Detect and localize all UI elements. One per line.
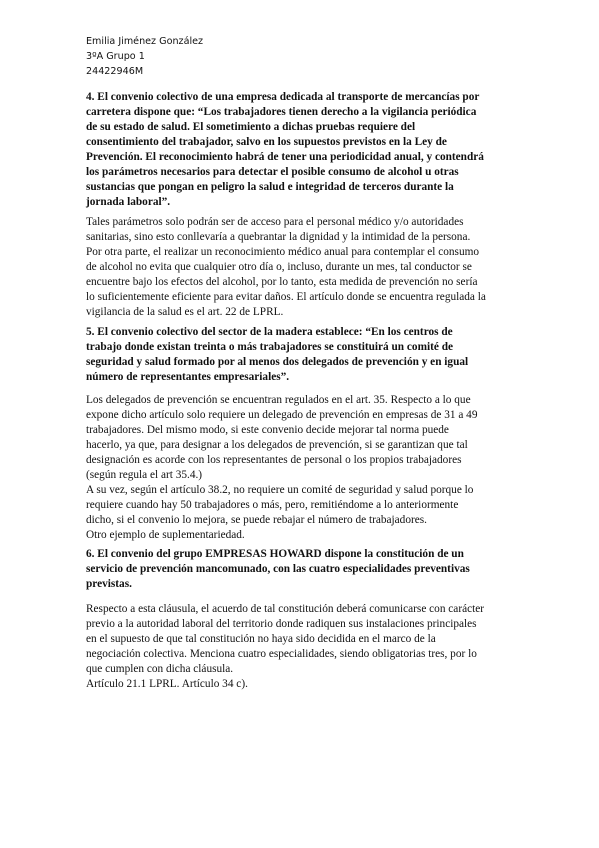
answer-line: que cumplen con dicha cláusula. bbox=[86, 663, 234, 675]
question-line: trabajo donde existan treinta o más trabajadores se constituirá un comité de bbox=[86, 341, 454, 353]
answer-line: negociación colectiva. Menciona cuatro especialidades, siendo obligatorias tres, por lo bbox=[86, 648, 477, 660]
question-line: de su estado de salud. El sometimiento a dichas pruebas requiere del bbox=[86, 121, 416, 133]
answer-line: lo suficientemente eficiente para evitar daños. El artículo donde se encuentra regulada la bbox=[86, 291, 486, 303]
answer-5 bbox=[86, 393, 526, 543]
question-line: 6. El convenio del grupo EMPRESAS HOWARD dispone la constitución de un bbox=[86, 548, 464, 560]
question-line: sustancias que pongan en peligro la salud e integridad de terceros durante la bbox=[86, 181, 454, 193]
question-4 bbox=[86, 90, 526, 210]
answer-line: Por otra parte, el realizar un reconocimiento médico anual para contemplar el consumo bbox=[86, 246, 480, 258]
answer-line: Respecto a esta cláusula, el acuerdo de tal constitución deberá comunicarse con carácter bbox=[86, 603, 485, 615]
answer-line: en el supuesto de que tal constitución no haya sido decidida en el marco de la bbox=[86, 633, 436, 645]
answer-line: hacerlo, ya que, para designar a los delegados de prevención, si se garantizan que tal bbox=[86, 439, 468, 451]
answer-line: requiere cuando hay 50 trabajadores o más, pero, remitiéndome a lo anteriormente bbox=[86, 499, 459, 511]
answer-line: trabajadores. Del mismo modo, si este convenio decide mejorar tal norma puede bbox=[86, 424, 449, 436]
answer-line: expone dicho artículo solo requiere un delegado de prevención en empresas de 31 a 49 bbox=[86, 409, 478, 421]
answer-line: Otro ejemplo de suplementariedad. bbox=[86, 529, 245, 541]
answer-line: designación es acorde con los representantes de personal o los propios trabajadores bbox=[86, 454, 462, 466]
question-line: Prevención. El reconocimiento habrá de tener una periodicidad anual, y contendrá bbox=[86, 151, 484, 163]
author-id: 24422946M bbox=[86, 66, 144, 77]
answer-line: (según regula el art 35.4.) bbox=[86, 469, 203, 481]
answer-line: Los delegados de prevención se encuentran regulados en el art. 35. Respecto a lo que bbox=[86, 394, 471, 406]
question-line: seguridad y salud formado por al menos dos delegados de prevención y en igual bbox=[86, 356, 469, 368]
author-group: 3ºA Grupo 1 bbox=[86, 51, 145, 62]
answer-6 bbox=[86, 602, 526, 692]
answer-line: vigilancia de la salud es el art. 22 de LPRL. bbox=[86, 306, 284, 318]
question-line: número de representantes empresariales”. bbox=[86, 371, 290, 383]
answer-line: Tales parámetros solo podrán ser de acceso para el personal médico y/o autoridades bbox=[86, 216, 464, 228]
answer-line: A su vez, según el artículo 38.2, no requiere un comité de seguridad y salud porque lo bbox=[86, 484, 474, 496]
author-name: Emilia Jiménez González bbox=[86, 36, 204, 47]
answer-line: Artículo 21.1 LPRL. Artículo 34 c). bbox=[86, 678, 248, 690]
answer-line: dicho, si el convenio lo mejora, se puede rebajar el número de trabajadores. bbox=[86, 514, 427, 526]
question-line: 5. El convenio colectivo del sector de la madera establece: “En los centros de bbox=[86, 326, 453, 338]
answer-4 bbox=[86, 215, 526, 320]
question-line: servicio de prevención mancomunado, con las cuatro especialidades preventivas bbox=[86, 563, 470, 575]
question-line: 4. El convenio colectivo de una empresa dedicada al transporte de mercancías por bbox=[86, 91, 480, 103]
answer-line: previo a la autoridad laboral del territorio donde radiquen sus instalaciones principales bbox=[86, 618, 477, 630]
question-line: previstas. bbox=[86, 578, 132, 590]
question-6 bbox=[86, 547, 526, 592]
answer-line: sanitarias, sino esto conllevaría a quebrantar la dignidad y la intimidad de la persona. bbox=[86, 231, 471, 243]
question-5 bbox=[86, 325, 526, 385]
question-line: consentimiento del trabajador, salvo en los supuestos previstos en la Ley de bbox=[86, 136, 447, 148]
question-line: carretera dispone que: “Los trabajadores tienen derecho a la vigilancia periódica bbox=[86, 106, 477, 118]
question-line: los parámetros necesarios para detectar el posible consumo de alcohol u otras bbox=[86, 166, 459, 178]
author-header bbox=[86, 34, 203, 79]
answer-line: de alcohol no evita que cualquier otro día o, incluso, durante un mes, tal conductor se bbox=[86, 261, 472, 273]
question-line: jornada laboral”. bbox=[86, 196, 171, 208]
answer-line: encuentre bajo los efectos del alcohol, por lo tanto, esta medida de prevención no sería bbox=[86, 276, 478, 288]
